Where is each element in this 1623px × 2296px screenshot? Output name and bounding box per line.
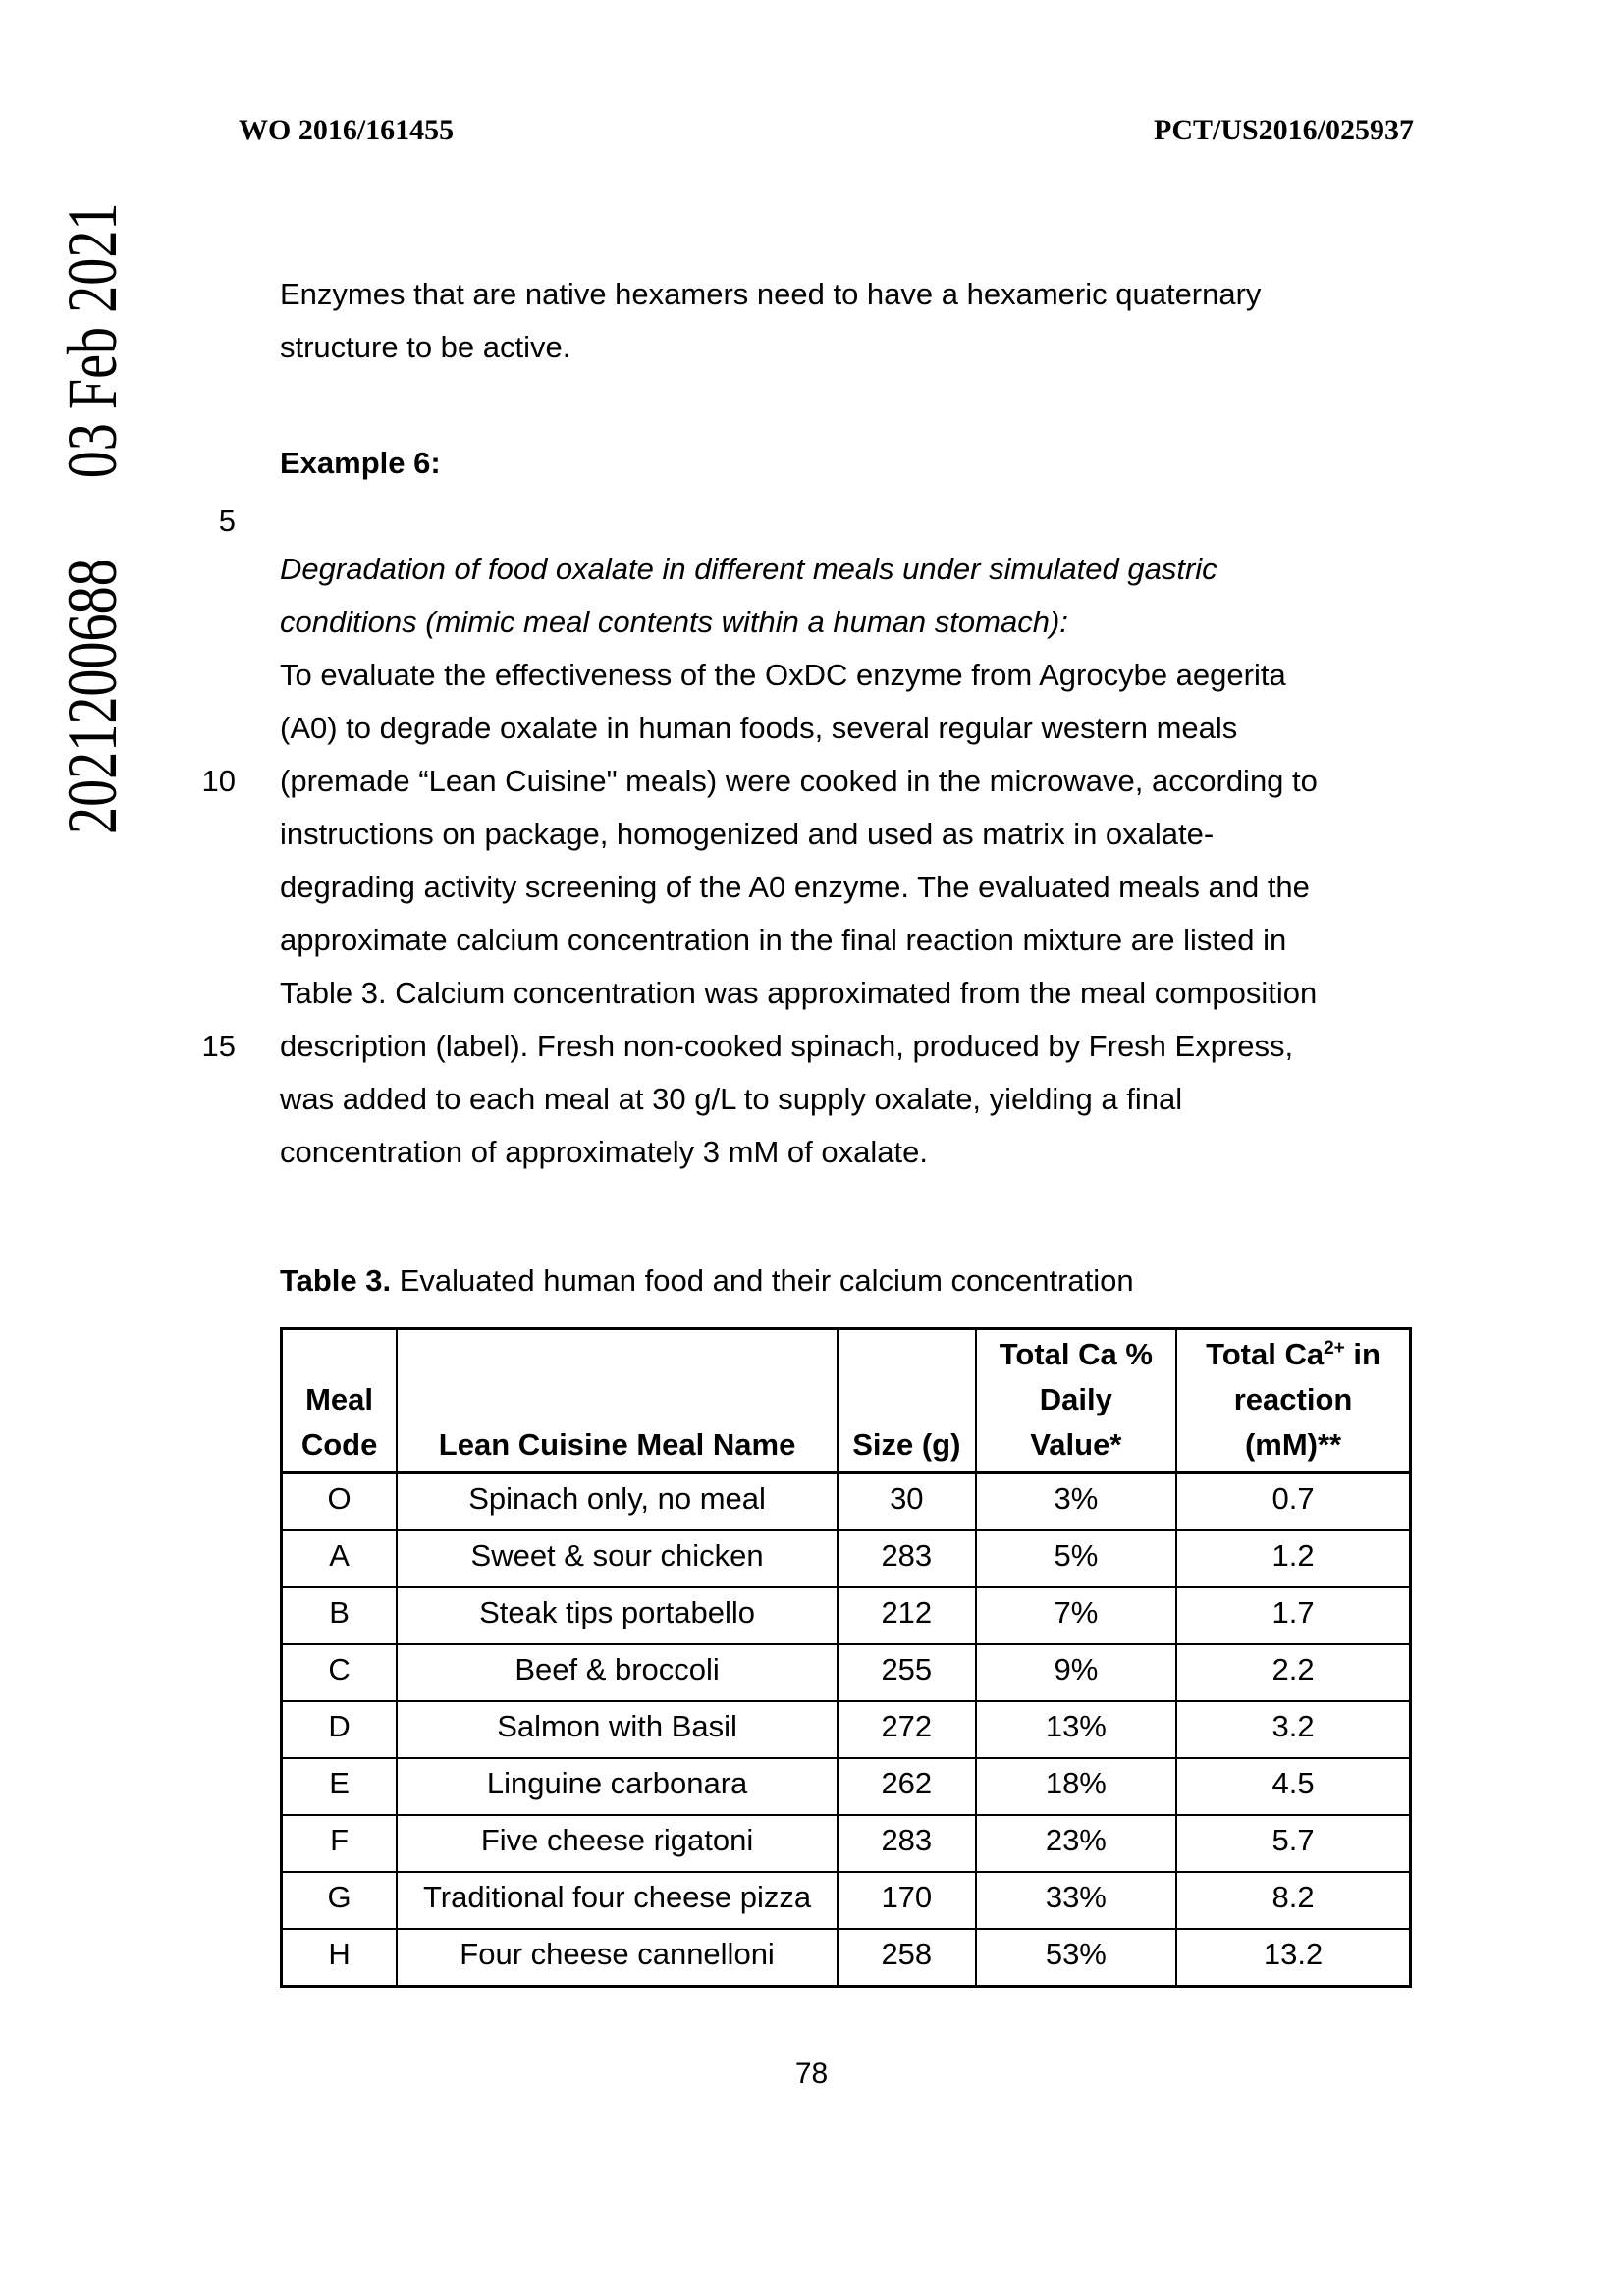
heading-line: Example 6: [280,446,441,480]
body-line: (A0) to degrade oxalate in human foods, several regular western meals [280,711,1238,745]
header-line: Size (g) [852,1427,961,1462]
body-line: was added to each meal at 30 g/L to supply oxalate, yielding a final [280,1082,1183,1116]
meal-code-cell: A [282,1530,398,1587]
meal-name-cell: Steak tips portabello [397,1587,838,1644]
caption-label: Table 3. [280,1263,392,1298]
ca-percent-cell: 23% [976,1815,1176,1872]
meal-code-cell: H [282,1929,398,1987]
ca-percent-cell: 9% [976,1644,1176,1701]
table-row [282,1758,1411,1815]
meal-name-cell: Five cheese rigatoni [397,1815,838,1872]
table-row [282,1530,1411,1587]
ca-percent-cell: 5% [976,1530,1176,1587]
filing-date-stamp: 03 Feb 2021 [53,202,132,479]
table-row [282,1473,1411,1531]
body-line: instructions on package, homogenized and used as matrix in oxalate- [280,817,1215,851]
ca-mm-cell: 0.7 [1176,1473,1410,1531]
margin-line-number-10: 10 [201,764,236,798]
header-line: (mM)** [1244,1427,1342,1462]
application-number: 2021200688 [53,559,132,834]
ca-percent-cell: 33% [976,1872,1176,1929]
body-line: Enzymes that are native hexamers need to have a hexameric quaternary [280,277,1262,311]
table-row [282,1644,1411,1701]
margin-line-number-5: 5 [218,504,236,538]
col-header-meal-name [397,1329,838,1473]
ca-percent-cell: 53% [976,1929,1176,1987]
table-header-row [282,1329,1411,1473]
ca-mm-cell: 1.7 [1176,1587,1410,1644]
meal-code-cell: G [282,1872,398,1929]
body-line: Table 3. Calcium concentration was approximated from the meal composition [280,976,1318,1010]
col-header-size [838,1329,976,1473]
size-cell: 212 [838,1587,976,1644]
paragraph-oxalate-degradation [280,543,1318,1179]
meal-name-cell: Four cheese cannelloni [397,1929,838,1987]
header-line: Lean Cuisine Meal Name [438,1427,796,1462]
size-cell: 262 [838,1758,976,1815]
table-row [282,1587,1411,1644]
size-cell: 170 [838,1872,976,1929]
body-line: concentration of approximately 3 mM of oxalate. [280,1135,928,1169]
ca-percent-cell: 7% [976,1587,1176,1644]
caption-text: Evaluated human food and their calcium concentration [391,1263,1134,1298]
header-line: Value* [1030,1427,1122,1462]
col-header-total-ca-daily-value [976,1329,1176,1473]
header-line: Meal [305,1382,374,1416]
ca-mm-cell: 13.2 [1176,1929,1410,1987]
meal-name-cell: Sweet & sour chicken [397,1530,838,1587]
body-line: description (label). Fresh non-cooked spinach, produced by Fresh Express, [280,1029,1294,1063]
margin-line-number-15: 15 [201,1029,236,1063]
header-text: Total Ca [1206,1337,1325,1371]
meal-name-cell: Traditional four cheese pizza [397,1872,838,1929]
meal-name-cell: Beef & broccoli [397,1644,838,1701]
header-line: Code [300,1427,378,1462]
size-cell: 283 [838,1530,976,1587]
page-number: 78 [794,2057,829,2090]
size-cell: 255 [838,1644,976,1701]
meal-code-cell: C [282,1644,398,1701]
size-cell: 30 [838,1473,976,1531]
body-line: To evaluate the effectiveness of the OxDC enzyme from Agrocybe aegerita [280,658,1286,692]
table-3-caption [280,1255,1134,1308]
body-line: degrading activity screening of the A0 enzyme. The evaluated meals and the [280,870,1310,904]
pct-application-number-header: PCT/US2016/025937 [1154,114,1415,146]
publication-number-header: WO 2016/161455 [239,114,455,146]
meal-code-cell: F [282,1815,398,1872]
header-line: reaction [1233,1382,1353,1416]
size-cell: 272 [838,1701,976,1758]
meal-name-cell: Salmon with Basil [397,1701,838,1758]
meal-code-cell: E [282,1758,398,1815]
body-line: (premade “Lean Cuisine" meals) were cooked in the microwave, according to [280,764,1318,798]
meal-code-cell: B [282,1587,398,1644]
italic-subtitle-line: Degradation of food oxalate in different meals under simulated gastric [280,552,1217,586]
ca-mm-cell: 4.5 [1176,1758,1410,1815]
meal-code-cell: D [282,1701,398,1758]
superscript-2plus: 2+ [1324,1338,1345,1359]
ca-mm-cell: 3.2 [1176,1701,1410,1758]
col-header-total-ca-reaction [1176,1329,1410,1473]
sidebar-filing-stamp [53,191,132,834]
table-row [282,1872,1411,1929]
ca-mm-cell: 2.2 [1176,1644,1410,1701]
meal-name-cell: Linguine carbonara [397,1758,838,1815]
ca-mm-cell: 5.7 [1176,1815,1410,1872]
meal-name-cell: Spinach only, no meal [397,1473,838,1531]
meal-code-cell: O [282,1473,398,1531]
ca-percent-cell: 3% [976,1473,1176,1531]
ca-mm-cell: 8.2 [1176,1872,1410,1929]
meal-calcium-table [280,1327,1412,1988]
table-row [282,1929,1411,1987]
size-cell: 258 [838,1929,976,1987]
header-line: Total Ca % [999,1337,1153,1371]
ca-percent-cell: 13% [976,1701,1176,1758]
table-row [282,1701,1411,1758]
body-line: structure to be active. [280,330,571,364]
col-header-meal-code [282,1329,398,1473]
header-text: in [1353,1337,1380,1371]
paragraph-hexamers [280,268,1261,374]
table-3 [280,1327,1412,1988]
size-cell: 283 [838,1815,976,1872]
italic-subtitle-line: conditions (mimic meal contents within a human stomach): [280,605,1068,639]
table-row [282,1815,1411,1872]
header-line: Daily [1039,1382,1112,1416]
ca-percent-cell: 18% [976,1758,1176,1815]
ca-mm-cell: 1.2 [1176,1530,1410,1587]
example-6-heading [280,437,441,490]
body-line: approximate calcium concentration in the final reaction mixture are listed in [280,923,1287,957]
